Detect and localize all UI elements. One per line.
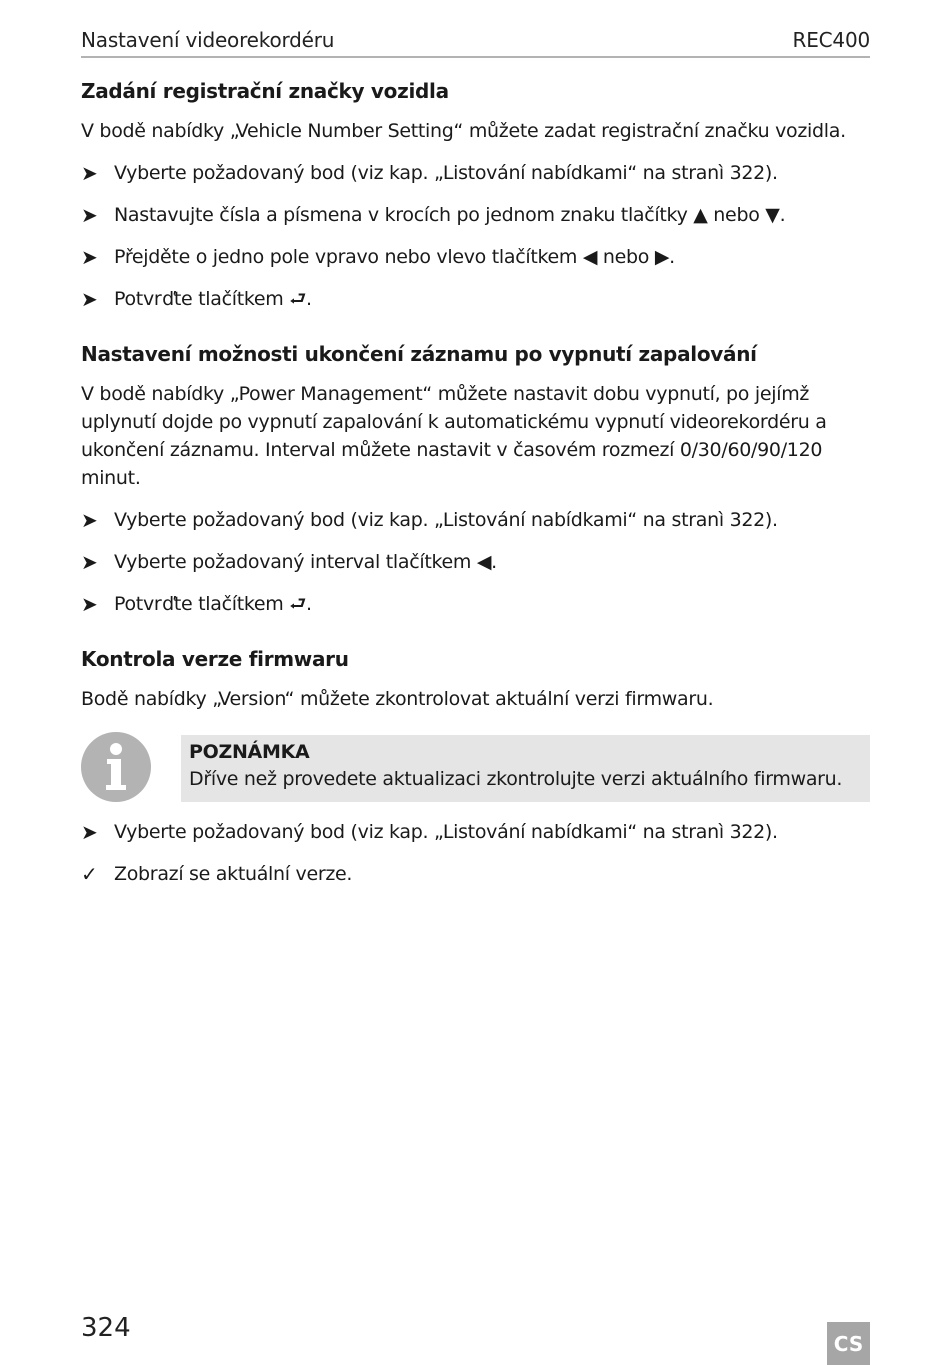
checkmark-icon: ✓: [81, 862, 98, 886]
step-item: [81, 201, 870, 229]
section-intro: Bodě nabídky „Version“ můžete zkontrolovat aktuální verzi firmwaru.: [81, 688, 714, 710]
step-text: Nastavujte čísla a písmena v krocích po jednom znaku tlačítky ▲ nebo ▼.: [114, 204, 786, 226]
arrow-bullet-icon: ➤: [81, 287, 98, 311]
section-heading-firmware: Kontrola verze firmwaru: [81, 647, 349, 671]
page-number: 324: [81, 1313, 131, 1343]
section-intro: V bodě nabídky „Vehicle Number Setting“ můžete zadat registrační značku vozidla.: [81, 120, 846, 142]
step-item: [81, 243, 870, 271]
step-item: [81, 159, 870, 187]
step-text: Vyberte požadovaný bod (viz kap. „Listování nabídkami“ na stranì 322).: [114, 821, 778, 843]
arrow-bullet-icon: ➤: [81, 508, 98, 532]
section-intro: V bodě nabídky „Power Management“ můžete nastavit dobu vypnutí, po jejímž uplynutí dojde po vypnutí zapalování k automatickému vypnutí videorekordéru a ukončení záznamu. Interval můžete nastavit v časovém rozmezí 0/30/60/90/120 minut.: [81, 383, 827, 489]
result-item: [81, 860, 870, 888]
arrow-bullet-icon: ➤: [81, 161, 98, 185]
step-item: [81, 285, 870, 313]
header-chapter-title: Nastavení videorekordéru: [81, 28, 335, 52]
step-text: Potvrďte tlačítkem ⮐.: [114, 288, 312, 310]
note-title: POZNÁMKA: [189, 741, 310, 763]
header-model-name: REC400: [792, 28, 870, 52]
result-text: Zobrazí se aktuální verze.: [114, 863, 353, 885]
note-callout: [81, 735, 870, 804]
step-text: Přejděte o jedno pole vpravo nebo vlevo tlačítkem ◀ nebo ▶.: [114, 246, 675, 268]
note-box: [181, 735, 870, 802]
language-badge: CS: [827, 1322, 870, 1365]
running-header: [81, 28, 870, 58]
arrow-bullet-icon: ➤: [81, 245, 98, 269]
step-item: [81, 818, 870, 846]
arrow-bullet-icon: ➤: [81, 820, 98, 844]
step-text: Vyberte požadovaný bod (viz kap. „Listování nabídkami“ na stranì 322).: [114, 509, 778, 531]
step-item: [81, 506, 870, 534]
arrow-bullet-icon: ➤: [81, 592, 98, 616]
arrow-bullet-icon: ➤: [81, 203, 98, 227]
step-text: Vyberte požadovaný bod (viz kap. „Listování nabídkami“ na stranì 322).: [114, 162, 778, 184]
section-heading-license-plate: Zadání registrační značky vozidla: [81, 79, 449, 103]
info-icon: [81, 732, 151, 802]
section-heading-power-management: Nastavení možnosti ukončení záznamu po vypnutí zapalování: [81, 342, 757, 366]
arrow-bullet-icon: ➤: [81, 550, 98, 574]
step-text: Vyberte požadovaný interval tlačítkem ◀.: [114, 551, 497, 573]
note-text: Dříve než provedete aktualizaci zkontrolujte verzi aktuálního firmwaru.: [189, 768, 843, 790]
page-content: [81, 28, 870, 888]
step-item: [81, 590, 870, 618]
step-text: Potvrďte tlačítkem ⮐.: [114, 593, 312, 615]
step-item: [81, 548, 870, 576]
